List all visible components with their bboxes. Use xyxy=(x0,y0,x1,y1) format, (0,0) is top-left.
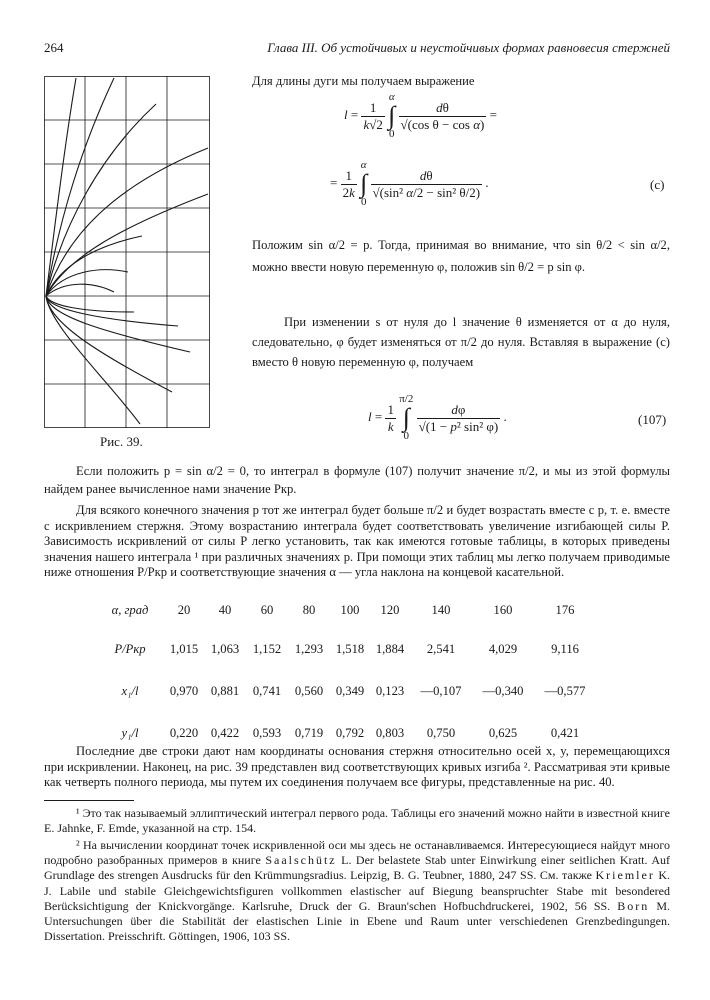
bending-curve xyxy=(46,78,114,296)
bending-curve xyxy=(46,104,156,296)
bending-curve xyxy=(46,296,178,326)
table-cell: 80 xyxy=(302,602,316,617)
footnote-2-text: L. Der belastete Stab unter Einwirkung einer seitlichen Kratt. Auf Grundlage des strengen Ausdrucks für den Krümmungsradius. Leipzig, B. G. Teubner, 1880, 247 SS. См. также xyxy=(44,853,671,883)
equation-label-c: (c) xyxy=(650,177,665,192)
table-row-x-ratio xyxy=(96,670,596,712)
paragraph-if-zero: Если положить p = sin α/2 = 0, то интеграл в формуле (107) получит значение π/2, и мы из этой формулы найдем ранее вычисленное нами значение Pкр. xyxy=(44,464,670,496)
paragraph-change: При изменении s от нуля до l значение θ изменяется от α до нуля, следовательно, φ будет изменяться от π/2 до нуля. Вставляя в выражение (c) вместо θ новую переменную φ, получаем xyxy=(252,315,670,369)
table-cell: 0,750 xyxy=(426,725,456,740)
table-cell: 160 xyxy=(493,602,513,617)
table-cell: 2,541 xyxy=(426,641,456,656)
table-cell: 0,220 xyxy=(169,725,199,740)
footnote-1: ¹ Это так называемый эллиптический интеграл первого рода. Таблицы его значений можно найти в известной книге E. Jahnke, F. Emde, указанной на стр. 154. xyxy=(44,806,670,836)
figure-grid xyxy=(44,76,210,428)
table-cell: 1,063 xyxy=(210,641,240,656)
table-cell: 0,625 xyxy=(488,725,518,740)
footnote-2-text: M. Untersuchungen über die Stabilität der elastischen Linie in Ebene und Raum unter verschiedenen Grenzbedingungen. Dissertation. Preisschrift. Göttingen, 1906, 103 SS. xyxy=(44,898,671,944)
intro-text: Для длины дуги мы получаем выражение xyxy=(252,74,475,88)
footnote-2-text: ² На вычислении координат точек искривленной оси мы здесь не останавливаемся. Интересующиеся найдут много подробно разобранных примеров в книге xyxy=(44,838,670,868)
running-head: Глава III. Об устойчивых и неустойчивых формах равновесия стержней xyxy=(267,40,670,55)
table-cell: —0,107 xyxy=(420,683,462,698)
table-cell: 0,422 xyxy=(210,725,240,740)
paragraph-after-table: Последние две строки дают нам координаты основания стержня относительно осей x, y, перемещающихся при искривлении. Наконец, на рис. 39 представлен вид соответствующих кривых изгиба ². Рассматривая эти кривые как четверть полного периода, мы путем их соединения получаем все фигуры, представленные на рис. 40. xyxy=(44,744,670,790)
table-row-p-ratio xyxy=(96,628,596,670)
paragraph-main: Для всякого конечного значения p тот же интеграл будет больше π/2 и будет возрастать вместе с p, т. е. вместе с искривлением стержня. Этому возрастанию интеграла будет соответствовать увеличение изгибающей силы P. Зависимость искривлений от силы P легко установить, так как имеются готовые таблицы, в которых приведены значения нашего интеграла ¹ при различных значениях p. При помощи этих таблиц мы легко получаем приводимые ниже отношения P/Pкр и соответствующие значения α — угла наклона на концевой касательной. xyxy=(44,503,670,580)
author-saalschutz: Saalschütz xyxy=(265,853,337,868)
table-cell: 176 xyxy=(555,602,575,617)
bending-curve xyxy=(46,296,172,392)
table-cell: 120 xyxy=(380,602,400,617)
formula-c: = $\frac{1}{2k}$ α ∫ 0 $\frac{d\theta}{\text{√(sin² α/2 − sin² θ/2)}}$ . xyxy=(330,159,489,208)
bending-curve xyxy=(46,296,190,352)
formula-107: l = $\frac{1}{k}$ π/2 ∫ 0 $\frac{d\varphi}{\text{√(1 − p² sin² φ)}}$ . xyxy=(368,393,507,442)
table-cell: 20 xyxy=(177,602,191,617)
arc-length-formula: l = $\frac{1}{k√2}$ α ∫ 0 $\frac{d\theta}{\text{√(cos θ − cos α)}}$ = xyxy=(344,91,497,140)
table-cell: 0,349 xyxy=(335,683,365,698)
table-row-label: P/Pкр xyxy=(114,641,146,656)
figure-caption: Рис. 39. xyxy=(100,434,143,449)
footnote-2-text: K. J. Labile und stabile Gleichgewichtsfiguren vollkommen elastischer auf Biegung beanspruchter Stabe mit besondered Berücksichtigung der Knickvorgänge. Karlsruhe, Druck der G. Braun'schen Hofbuchdruckerei, 1902, 56 SS. xyxy=(44,868,670,913)
table-cell: 1,293 xyxy=(294,641,324,656)
table-cell: 140 xyxy=(431,602,451,617)
bending-curve xyxy=(46,270,128,296)
page-header xyxy=(44,40,670,58)
table-row-alpha xyxy=(96,592,596,628)
bending-curve xyxy=(46,296,134,312)
author-born: Born xyxy=(617,898,650,913)
table-cell: 0,970 xyxy=(169,683,199,698)
paragraph-substitution: Положим sin α/2 = p. Тогда, принимая во внимание, что sin θ/2 < sin α/2, можно ввести новую переменную φ, положив sin θ/2 = p sin φ. xyxy=(252,238,670,274)
table-cell: 1,015 xyxy=(169,641,199,656)
table-row-label: x₁/l xyxy=(121,683,139,698)
table-cell: 1,518 xyxy=(335,641,365,656)
table-cell: 9,116 xyxy=(551,641,579,656)
footnote-2 xyxy=(44,838,670,944)
values-table xyxy=(96,592,596,754)
table-cell: 0,421 xyxy=(550,725,580,740)
table-cell: 0,593 xyxy=(252,725,282,740)
table-cell: 1,152 xyxy=(252,641,282,656)
table-cell: 0,123 xyxy=(375,683,405,698)
table-row-label: α, град xyxy=(111,602,149,617)
table-row-label: y₁/l xyxy=(121,725,139,740)
table-cell: 0,803 xyxy=(375,725,405,740)
bending-curve xyxy=(46,148,208,296)
bending-curve xyxy=(46,236,142,296)
table-cell: 40 xyxy=(218,602,232,617)
table-cell: 1,884 xyxy=(375,641,405,656)
footnote-rule xyxy=(44,800,134,801)
table-cell: 0,741 xyxy=(252,683,282,698)
bending-curve xyxy=(46,284,114,296)
equation-label-107: (107) xyxy=(638,412,667,427)
table-cell: —0,340 xyxy=(482,683,524,698)
page-number: 264 xyxy=(44,40,64,55)
table-cell: 0,560 xyxy=(294,683,324,698)
table-cell: 60 xyxy=(260,602,274,617)
table-cell: 0,792 xyxy=(335,725,365,740)
table-cell: 0,719 xyxy=(294,725,324,740)
table-cell: 100 xyxy=(340,602,360,617)
table-cell: —0,577 xyxy=(544,683,586,698)
figure-39-curves xyxy=(44,76,210,428)
table-cell: 4,029 xyxy=(488,641,518,656)
bending-curve xyxy=(46,194,208,296)
author-kriemler: Kriemler xyxy=(595,868,655,883)
table-cell: 0,881 xyxy=(210,683,240,698)
